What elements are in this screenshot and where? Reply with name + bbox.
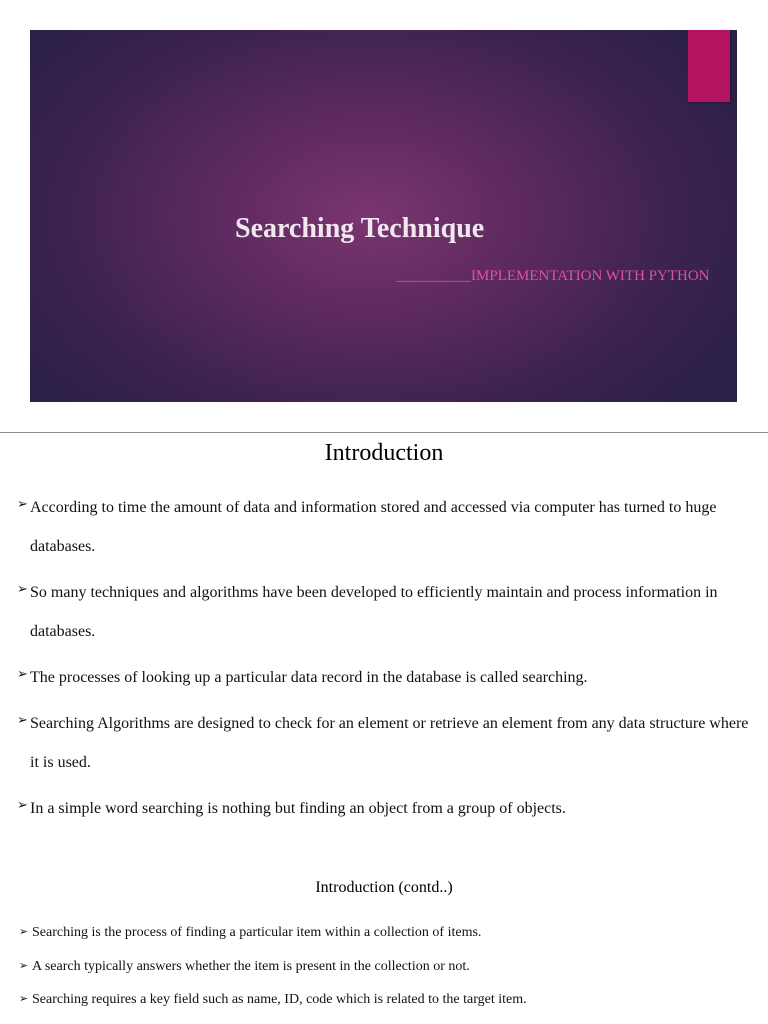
slide-title: Searching Technique — [235, 213, 485, 244]
contd-bullet-3 — [19, 991, 759, 1009]
contd-bullet-text: A search typically answers whether the item is present in the collection or not. — [32, 959, 470, 974]
arrowhead-bullet-icon: ➢ — [19, 959, 29, 972]
intro-heading: Introduction — [324, 440, 444, 466]
title-slide — [30, 30, 737, 402]
arrowhead-bullet-icon: ➢ — [17, 798, 28, 813]
intro-bullet-1 — [17, 488, 757, 566]
contd-bullet-text: Searching is the process of finding a particular item within a collection of items. — [32, 925, 482, 940]
intro-bullet-text: Searching Algorithms are designed to check for an element or retrieve an element from any data structure where it is used. — [30, 715, 749, 771]
intro-bullet-text: So many techniques and algorithms have been developed to efficiently maintain and process information in databases. — [30, 584, 718, 640]
intro-bullet-4 — [17, 704, 757, 782]
intro-bullet-3 — [17, 658, 757, 697]
page-divider — [0, 432, 768, 433]
arrowhead-bullet-icon: ➢ — [19, 925, 29, 938]
accent-tab — [688, 30, 730, 102]
arrowhead-bullet-icon: ➢ — [19, 992, 29, 1005]
contd-bullet-text: Searching requires a key field such as name, ID, code which is related to the target item. — [32, 992, 527, 1007]
intro-bullet-5 — [17, 789, 757, 828]
arrowhead-bullet-icon: ➢ — [17, 497, 28, 512]
intro-bullet-text: According to time the amount of data and information stored and accessed via computer has turned to huge databases. — [30, 499, 717, 555]
contd-bullet-1 — [19, 924, 759, 942]
contd-bullet-2 — [19, 958, 759, 976]
arrowhead-bullet-icon: ➢ — [17, 667, 28, 682]
arrowhead-bullet-icon: ➢ — [17, 582, 28, 597]
intro-bullet-2 — [17, 573, 757, 651]
intro-contd-heading: Introduction (contd..) — [315, 879, 453, 896]
arrowhead-bullet-icon: ➢ — [17, 713, 28, 728]
intro-bullet-text: The processes of looking up a particular data record in the database is called searching. — [30, 669, 588, 686]
slide-subtitle: __________IMPLEMENTATION WITH PYTHON — [396, 268, 710, 284]
intro-bullet-text: In a simple word searching is nothing but finding an object from a group of objects. — [30, 800, 566, 817]
